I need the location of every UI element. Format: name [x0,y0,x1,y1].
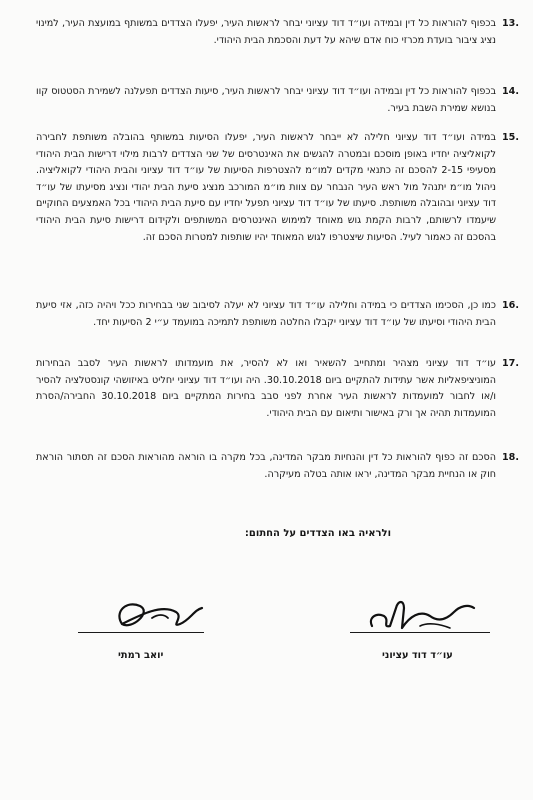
clause-text: בכפוף להוראות כל דין ובמידה ועו״ד דוד עציוני יבחר לראשות העיר, יפעלו הצדדים במשותף במועצת העיר, למינוי נציג ציבור בועדת מכרזי כוח אדם שיהא על דעת והסכמת הבית היהודי. [36,18,496,46]
clause-17 [36,356,519,422]
clause-number: 13. [502,18,519,29]
clause-14 [36,84,519,117]
clause-13 [36,16,519,49]
clause-text: בכפוף להוראות כל דין ובמידה ועו״ד דוד עציוני יבחר לראשות העיר, סיעות הצדדים תפעלנה לשמירת הסטטוס קוו בנושא שמירת השבת בעיר. [36,86,496,114]
clause-number: 16. [502,300,519,311]
clause-text: הסכם זה כפוף להוראות כל דין והנחיות מבקר המדינה, בכל מקרה בו הוראה מהוראות הסכם זה תסתור הוראת חוק או הנחיית מבקר המדינה, יראו אותה בטלה מעיקרה. [36,452,496,480]
clause-text: עו״ד דוד עציוני מצהיר ומתחייב להשאיר ואו לא להסיר, את מועמדותו לראשות העיר לסבב הבחירות המוניציפאליות אשר עתידות להתקיים ביום 30.10.2018. היה ועו״ד דוד עציוני יחליט באיזושהי קונסטלציה להסיר ו/או לחבור למועמדות לראשות העיר אחרת לפני סבב בחירות המתקיים ביום 30.10.2018 החבירה/הסרת המועמדות תהיה אך ורק באישור ותיאום עם הבית היהודי. [36,358,497,419]
clause-text: במידה ועו״ד דוד עציוני חלילה לא ייבחר לראשות העיר, יפעלו הסיעות במשותף בהובלה משותפת לחבירה לקואליציה יחדיו באופן מוסכם ובמטרה להגשים את האינטרסים של שני הצדדים לרבות מילוי דרישות הבית היהודי מסעיפי 2-15 להסכם זה כתנאי מקדים למו״מ להצטרפות הסיעות של עו״ד דוד עציוני והבית היהודי לקואליציה. ניהול מו״מ יתנהל מול ראש העיר הנבחר עם צוות מו״מ המורכב מנציג סיעת הבית יהודי ונציג מסיעתו של עו״ד דוד עציוני ובהובלה משותפת. סיעתו של עו״ד דוד עציוני תפעל יחדיו עם סיעת הבית היהודי בכל האמצעים החוקיים שיעמדו לרשותם, לרבות הקמת גוש מאוחד למימוש האינטרסים המשותפים ולקידום דרישות סיעת הבית היהודי בהסכם זה כאמור לעיל. הסיעות שיצטרפו לגוש המאוחד יהיו שותפות למטרות הסכם זה. [36,132,496,243]
clause-18 [36,450,519,483]
signature-left-image [92,584,232,644]
signature-name-right: עו״ד דוד עציוני [382,650,453,661]
clause-text: כמו כן, הסכימו הצדדים כי במידה וחלילה עו״ד דוד עציוני לא יעלה לסיבוב שני בבחירות ככל ויהיה כזה, אזי סיעת הבית היהודי וסיעתו של עו״ד דוד עציוני יקבלו החלטה משותפת לתמיכה במועמד ע״י 2 הסיעות יחד. [36,300,496,328]
clause-number: 17. [502,358,519,369]
signature-right-image [350,582,500,646]
clause-15 [36,130,519,246]
clause-16 [36,298,519,331]
clause-number: 15. [502,132,519,143]
clause-number: 14. [502,86,519,97]
closing-statement: ולראיה באו הצדדים על החתום: [244,528,391,539]
clause-number: 18. [502,452,519,463]
signature-name-left: יואב רמתי [118,650,164,661]
signature-line-left [78,632,204,633]
signature-line-right [350,632,490,633]
